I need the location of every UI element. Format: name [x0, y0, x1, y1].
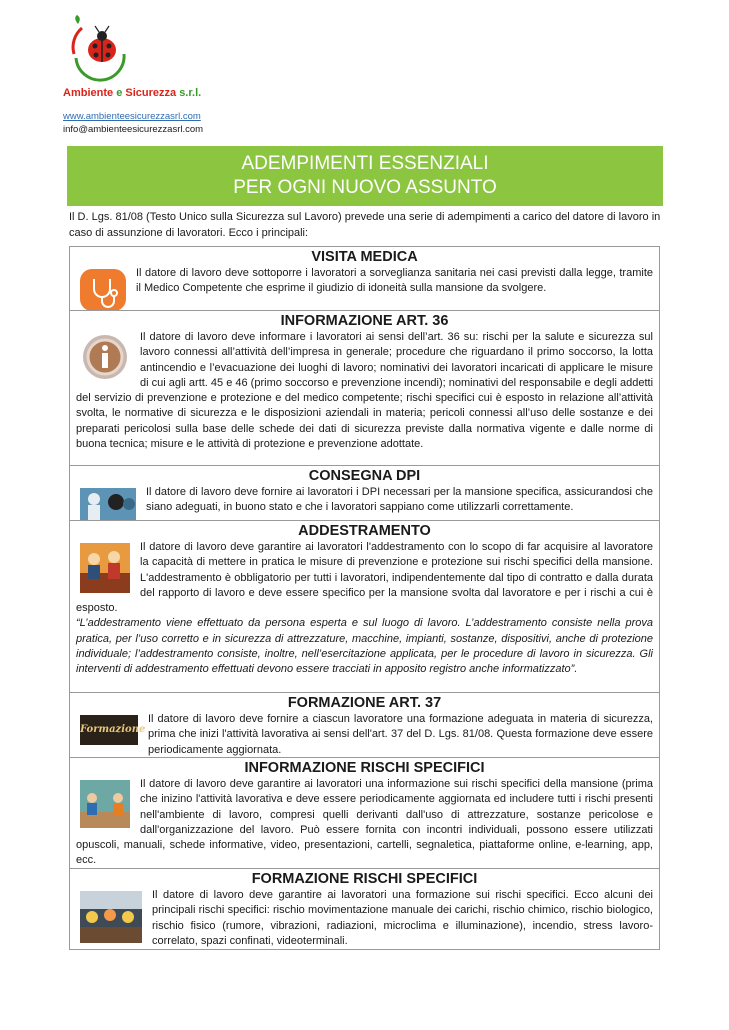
email-address[interactable]: info@ambienteesicurezzasrl.com — [63, 124, 204, 135]
section-formazione-rischi — [69, 868, 660, 950]
company-name-part: s.r.l. — [179, 87, 202, 99]
section-text: Il datore di lavoro deve garantire ai lavoratori l'addestramento con lo scopo di far acquisire al lavoratore la capacità di mettere in pratica le misure di prevenzione e protezione sui rischi specifici della mansione. L'addestramento è obbligatorio per tutti i lavoratori, indipendentemente dal tipo di contratto e dalla durata del rapporto di lavoro e deve essere specifico per la mansione svolta dal lavoratore e per i rischi a cui è esposto. — [76, 541, 653, 615]
section-consegna-dpi — [69, 465, 660, 521]
section-quote: “L’addestramento viene effettuato da persona esperta e sul luogo di lavoro. L’addestramento consiste nella prova pratica, per l’uso corretto e in sicurezza di attrezzature, macchine, impianti, sostanze, dispositivi, anche di protezione individuale; l’addestramento consiste, inoltre, nell’esercitazione applicata, per le procedure di lavoro in sicurezza. Gli interventi di addestramento effettuati devono essere tracciati in apposito registro anche informatizzato”. — [76, 617, 653, 676]
page-title-banner — [67, 146, 663, 206]
section-text: Il datore di lavoro deve garantire ai lavoratori una informazione sui rischi specifici della mansione (prima che inizino l'attività lavorativa e deve essere periodicamente aggiornata ed includere tutti i rischi presenti nell'ambiente di lavoro, compresi quelli derivanti dall'uso di attrezzature, sostanze pericolose e dall'organizzazione del lavoro. Può essere fornita con incontri individuali, possono essere utilizzati opuscoli, manuali, schede informative, video, presentazioni, cartelli, segnaletica, piattaforme online, e-learning, app, ecc. — [76, 778, 653, 867]
section-text: Il datore di lavoro deve fornire a ciascun lavoratore una formazione adeguata in materia di sicurezza, prima che inizi l'attività lavorativa ai sensi dell'art. 37 del D. Lgs. 81/08. Questa formazione deve essere periodicamente aggiornata. — [148, 713, 653, 756]
section-title: VISITA MEDICA — [311, 249, 418, 265]
meeting-photo — [80, 780, 130, 828]
company-name-part: Sicurezza — [125, 87, 177, 99]
company-name — [63, 87, 201, 99]
section-visita-medica — [69, 246, 660, 311]
website-link[interactable]: www.ambienteesicurezzasrl.com — [63, 111, 201, 122]
formazione-badge-label: Formazione — [80, 724, 146, 735]
section-informazione-art36 — [69, 310, 660, 466]
company-name-part: e — [116, 87, 123, 99]
section-formazione-art37 — [69, 692, 660, 758]
section-text: Il datore di lavoro deve sottoporre i lavoratori a sorveglianza sanitaria nei casi previsti dalla legge, tramite il Medico Competente che esprime il giudizio di idoneità sulla mansione da svolgere. — [136, 267, 653, 295]
section-title: CONSEGNA DPI — [308, 468, 421, 484]
classroom-photo — [80, 891, 142, 943]
company-name-part: Ambiente — [63, 87, 114, 99]
section-text: Il datore di lavoro deve fornire ai lavoratori i DPI necessari per la mansione specifica, assicurandosi che siano adeguati, in buono stato e che i lavoratori sappiano come utilizzarli correttamente. — [146, 486, 653, 514]
section-addestramento — [69, 520, 660, 693]
ladybug-logo — [62, 14, 134, 86]
section-text: Il datore di lavoro deve garantire ai lavoratori una formazione sui rischi specifici. Ecco alcuni dei principali rischi specifici: rischio movimentazione manuale dei carichi, rischio chimico, rischio biologico, rischio fisico (rumore, vibrazioni, radiazioni, microclima e illuminazione), incendio, stress lavoro-correlato, spazi confinati, videoterminali. — [152, 889, 653, 947]
section-text: Il datore di lavoro deve informare i lavoratori ai sensi dell’art. 36 su: rischi per la salute e sicurezza sul lavoro connessi all’attività dell’impresa in generale; procedure che riguardano il primo soccorso, la lotta antincendio e l’evacuazione dei luoghi di lavoro; nominativi dei lavoratori incaricati di applicare le misure di cui agli artt. 45 e 46 (primo soccorso e prevenzione incendi); nominativi del responsabile e degli addetti del servizio di prevenzione e protezione e del medico competente; rischi specifici cui è esposto in relazione all’attività svolta, le normative di sicurezza e le disposizioni aziendali in materia; pericoli connessi all’uso delle sostanze e dei preparati pericolosi sulla base delle schede dei dati di sicurezza previste dalla normativa vigente e dalle norme di buona tecnica; misure e le attività di protezione e prevenzione adottate. — [76, 331, 654, 451]
section-informazione-rischi — [69, 757, 660, 869]
formazione-badge — [80, 715, 146, 745]
section-title: ADDESTRAMENTO — [298, 523, 431, 539]
info-icon — [80, 333, 130, 381]
ppe-photo — [80, 488, 136, 520]
intro-paragraph: Il D. Lgs. 81/08 (Testo Unico sulla Sicurezza sul Lavoro) prevede una serie di adempimenti a carico del datore di lavoro in caso di assunzione di lavoratori. Ecco i principali: — [69, 211, 661, 239]
section-title: INFORMAZIONE ART. 36 — [280, 313, 449, 329]
section-title: FORMAZIONE ART. 37 — [287, 695, 442, 711]
stethoscope-icon — [80, 269, 126, 311]
section-title: FORMAZIONE RISCHI SPECIFICI — [251, 871, 478, 887]
training-photo — [80, 543, 130, 593]
page-title-line2: PER OGNI NUOVO ASSUNTO — [233, 177, 497, 198]
section-title: INFORMAZIONE RISCHI SPECIFICI — [244, 760, 485, 776]
page-title-line1: ADEMPIMENTI ESSENZIALI — [241, 153, 489, 174]
